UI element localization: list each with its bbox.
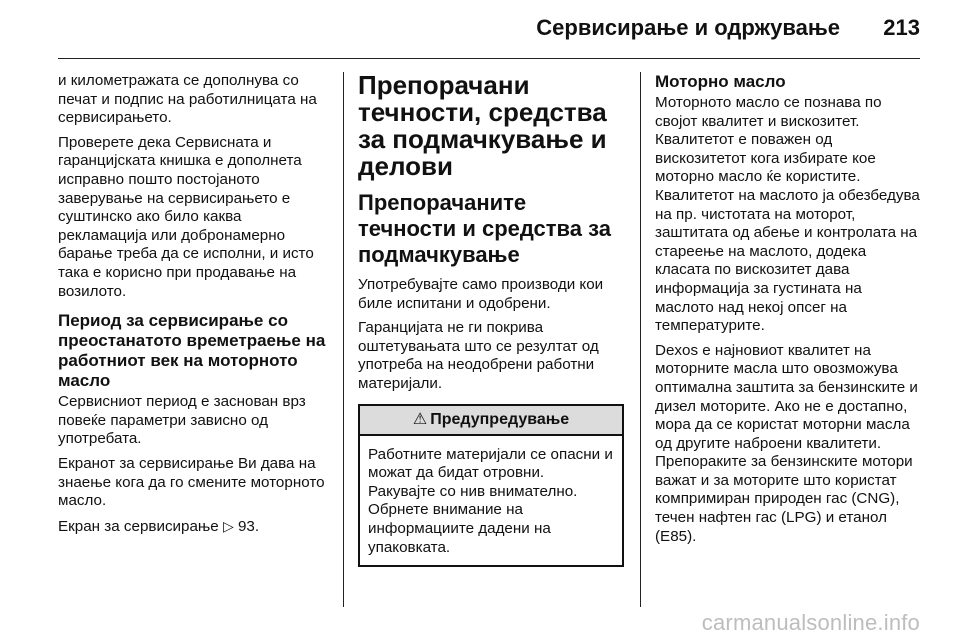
paragraph: Гаранцијата не ги покрива оштетувањата што се резултат од употреба на неодобрени работни материјали. xyxy=(358,319,599,392)
header-divider xyxy=(58,58,920,59)
paragraph: Употребувајте само производи кои биле испитани и одобрени. xyxy=(358,276,604,312)
warning-box xyxy=(358,404,624,568)
paragraph: Екранот за сервисирање Ви дава на знаење кога да го смените моторното масло. xyxy=(58,454,325,510)
text-column-1 xyxy=(58,72,330,542)
warning-header xyxy=(360,406,622,436)
warning-text: Работните материјали се опасни и можат да бидат отровни. Ракувајте со нив внимателно. Обрнете внимание на информациите дадени на упаковката. xyxy=(368,445,613,556)
column-divider-right xyxy=(640,72,641,607)
text-column-2 xyxy=(358,72,624,567)
paragraph: Сервисниот период е заснован врз повеќе параметри зависно од употребата. xyxy=(58,393,306,448)
paragraph: Моторното масло се познава по својот квалитет и вискозитет. Квалитетот е поважен од вискозитетот кога избирате кое моторно масло ќе користите. Квалитетот на маслото ја обезбедува на пр. чистотата на моторот, заштитата од абење и контролата на стареење на маслото, додека класата по вискозитет дава информација за густината на маслото над некој опсег на температурите. xyxy=(655,94,920,335)
page-header-title: Сервисирање и одржување xyxy=(536,15,840,40)
section-heading: Период за сервисирање со преостанатото времетраење на работниот век на моторното масло xyxy=(58,311,326,391)
page-number: 213 xyxy=(883,15,920,40)
arrow-reference-icon: ▷ xyxy=(222,517,234,534)
page-reference-link[interactable]: 93. xyxy=(237,517,260,535)
section-heading: Моторно масло xyxy=(655,72,786,91)
paragraph: Dexos е најновиот квалитет на моторните масла што овозможува оптимална заштита за бензинските и дизел моторите. Ако не е достапно, мора да се користат моторни масла од другите наброени квалитети. Препораките за бензинските мотори важат и за моторите што користат компримиран природен гас (CNG), течен нафтен гас (LPG) и етанол (E85). xyxy=(655,341,918,545)
warning-title: Предупредување xyxy=(430,410,570,428)
reference-text: Екран за сервисирање xyxy=(58,517,219,535)
paragraph xyxy=(58,517,330,537)
warning-triangle-icon: ⚠ xyxy=(412,410,428,428)
warning-body xyxy=(360,436,622,566)
paragraph: Проверете дека Сервисната и гаранцијската книшка е дополнета исправно пошто постојаното заверување на сервисирањето е суштинско ако било каква рекламација или добронамерно барање треба да се исполни, и исто така е корисно при продавање на возилото. xyxy=(58,133,314,300)
column-divider-left xyxy=(343,72,344,607)
paragraph: и километражата се дополнува со печат и подпис на работилницата на сервисирањето. xyxy=(58,72,317,127)
chapter-heading: Препорачани течности, средства за подмачкување и делови xyxy=(358,70,607,181)
subchapter-heading: Препорачаните течности и средства за подмачкување xyxy=(358,190,612,267)
text-column-3 xyxy=(655,72,923,552)
watermark: carmanualsonline.info xyxy=(701,610,920,635)
